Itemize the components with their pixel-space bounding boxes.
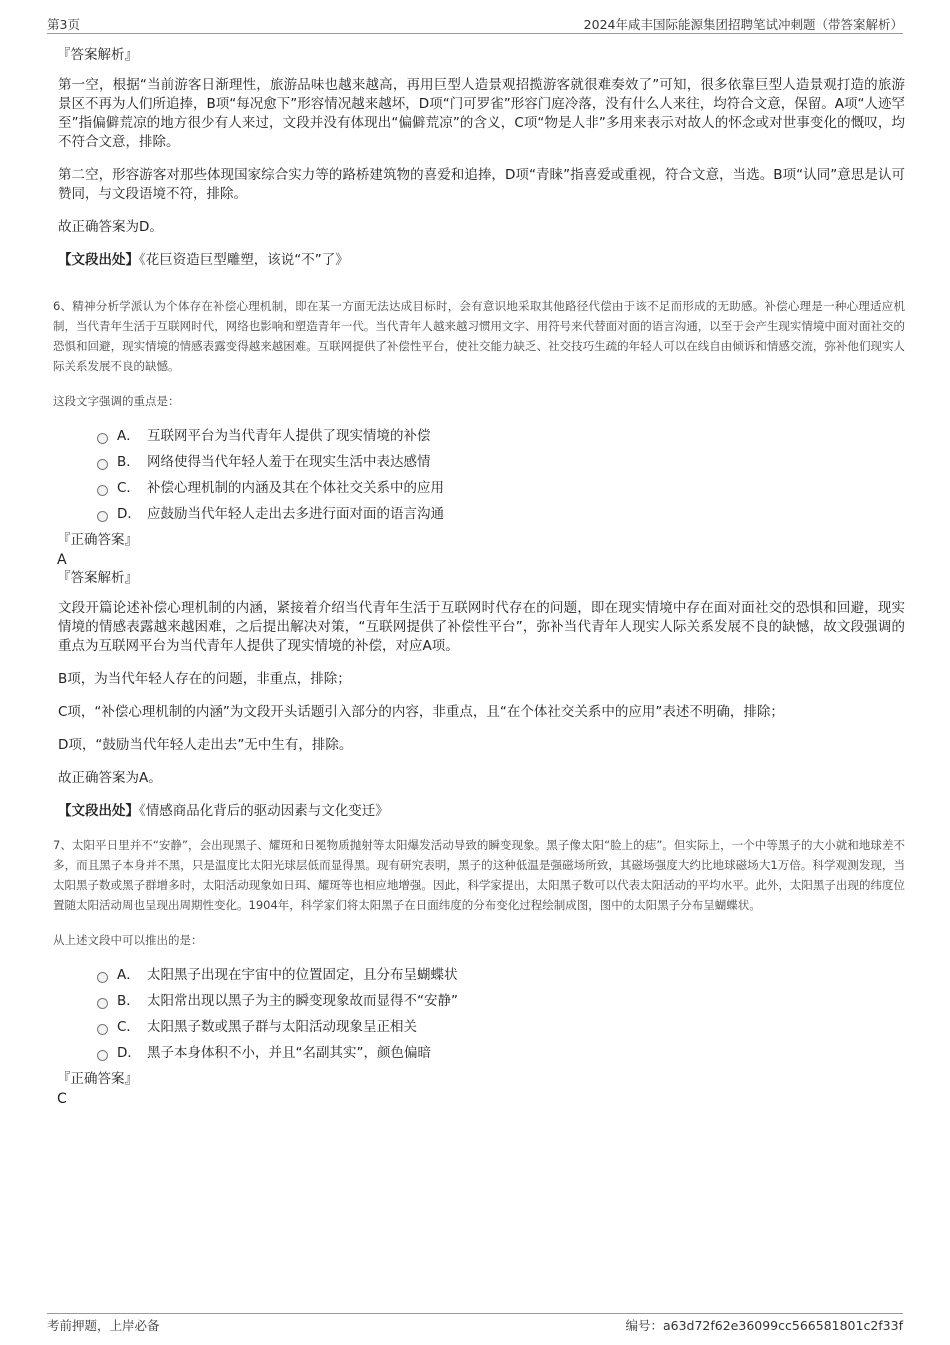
option-b[interactable] [97, 988, 905, 1014]
analysis-label: 『答案解析』 [57, 47, 138, 63]
correct-answer-label: 『正确答案』 [57, 532, 138, 548]
option-letter: B． [117, 993, 140, 1009]
option-text: 应鼓励当代年轻人走出去多进行面对面的语言沟通 [147, 506, 444, 522]
document-id: 编号：a63d72f62e36099cc566581801c2f33f [625, 1318, 903, 1333]
radio-icon[interactable] [97, 1050, 108, 1061]
source-tag: 【文段出处】 [58, 803, 139, 819]
radio-icon[interactable] [97, 485, 108, 496]
analysis-paragraph: C项，“补偿心理机制的内涵”为文段开头话题引入部分的内容，非重点，且“在个体社交关系中的应用”表述不明确，排除； [58, 704, 784, 720]
radio-icon[interactable] [97, 972, 108, 983]
radio-icon[interactable] [97, 511, 108, 522]
analysis-paragraph: 第一空，根据“当前游客日渐理性，旅游品味也越来越高，再用巨型人造景观招揽游客就很难奏效了”可知，很多依靠巨型人造景观打造的旅游景区不再为人们所追捧，B项“每况愈下”形容情况越来越坏，D项“门可罗雀”形容门庭冷落，没有什么人来往，均符合文意，保留。A项“人迹罕至”指偏僻荒凉的地方很少有人来过，文段并没有体现出“偏僻荒凉”的含义，C项“物是人非”多用来表示对故人的怀念或对世事变化的慨叹，均不符合文意，排除。 [58, 77, 905, 150]
option-a[interactable] [97, 423, 905, 449]
question-7-answer [53, 1070, 905, 1108]
question-6-options [97, 423, 905, 527]
question-7-prompt: 从上述文段中可以推出的是： [53, 933, 203, 947]
question-7-stem: 7、太阳平日里并不“安静”，会出现黑子、耀斑和日冕物质抛射等太阳爆发活动导致的瞬变现象。黑子像太阳“脸上的痣”。但实际上，一个中等黑子的大小就和地球差不多，而且黑子本身并不黑，只是温度比太阳光球层低而显得黑。现有研究表明，黑子的这种低温是强磁场所致，其磁场强度大约比地球磁场大1万倍。科学观测发现，当太阳黑子数或黑子群增多时，太阳活动现象如日珥、耀斑等也相应地增强。因此，科学家提出，太阳黑子数可以代表太阳活动的平均水平。此外，太阳黑子出现的纬度位置随太阳活动周也呈现出周期性变化。1904年，科学家们将太阳黑子在日面纬度的分布变化过程绘制成图，图中的太阳黑子分布呈蝴蝶状。 [53, 838, 905, 912]
option-letter: A． [117, 967, 140, 983]
option-a[interactable] [97, 962, 905, 988]
page-number: 第3页 [47, 17, 80, 32]
analysis-paragraph: 文段开篇论述补偿心理机制的内涵，紧接着介绍当代青年生活于互联网时代存在的问题，即在现实情境中存在面对面社交的恐惧和回避，现实情境的情感表露越来越困难，之后提出解决对策，“互联网提供了补偿性平台”，弥补当代青年人现实人际关系发展不良的缺憾，故文段强调的重点为互联网平台为当代青年人提供了现实情境的补偿，对应A项。 [58, 600, 905, 654]
option-letter: D． [117, 1045, 141, 1061]
correct-answer-value: C [57, 1091, 67, 1107]
page-footer [47, 1313, 903, 1334]
option-c[interactable] [97, 1014, 905, 1040]
analysis-paragraph: D项，“鼓励当代年轻人走出去”无中生有，排除。 [58, 737, 353, 753]
option-text: 补偿心理机制的内涵及其在个体社交关系中的应用 [147, 480, 444, 496]
option-c[interactable] [97, 475, 905, 501]
source-title: 《情感商品化背后的驱动因素与文化变迁》 [139, 803, 389, 819]
source-tag: 【文段出处】 [58, 252, 139, 268]
correct-answer-label: 『正确答案』 [57, 1071, 138, 1087]
option-text: 互联网平台为当代青年人提供了现实情境的补偿 [147, 428, 431, 444]
question-6-prompt: 这段文字强调的重点是： [53, 394, 180, 408]
option-letter: B． [117, 454, 140, 470]
question-6-stem: 6、精神分析学派认为个体存在补偿心理机制，即在某一方面无法达成目标时，会有意识地采取其他路径代偿由于该不足而形成的无助感。补偿心理是一种心理适应机制，当代青年生活于互联网时代，网络也影响和塑造青年一代。当代青年人越来越习惯用文字、用符号来代替面对面的语言沟通，以至于会产生现实情境中面对面社交的恐惧和回避，现实情境的情感表露变得越来越困难。互联网提供了补偿性平台，使社交能力缺乏、社交技巧生疏的年轻人可以在线自由倾诉和情感交流，弥补他们现实人际关系发展不良的缺憾。 [53, 299, 905, 373]
page-header [47, 12, 903, 34]
source-citation [58, 802, 905, 821]
source-citation [58, 251, 905, 270]
option-text: 网络使得当代年轻人羞于在现实生活中表达感情 [147, 454, 431, 470]
radio-icon[interactable] [97, 459, 108, 470]
analysis-paragraph: B项，为当代年轻人存在的问题，非重点，排除； [58, 671, 351, 687]
question-6-answer [53, 531, 905, 587]
option-text: 太阳常出现以黑子为主的瞬变现象故而显得不“安静” [147, 993, 458, 1009]
option-letter: A． [117, 428, 140, 444]
page-content [53, 46, 905, 1108]
source-title: 《花巨资造巨型雕塑，该说“不”了》 [139, 252, 349, 268]
option-letter: C． [117, 480, 140, 496]
footer-slogan: 考前押题，上岸必备 [47, 1318, 160, 1333]
option-d[interactable] [97, 501, 905, 527]
question-7-options [97, 962, 905, 1066]
radio-icon[interactable] [97, 433, 108, 444]
correct-answer-value: A [57, 552, 67, 568]
analysis-paragraph: 故正确答案为D。 [58, 219, 163, 235]
option-letter: C． [117, 1019, 140, 1035]
option-text: 太阳黑子出现在宇宙中的位置固定，且分布呈蝴蝶状 [147, 967, 458, 983]
option-text: 黑子本身体积不小，并且“名副其实”，颜色偏暗 [147, 1045, 431, 1061]
radio-icon[interactable] [97, 998, 108, 1009]
analysis-paragraph: 故正确答案为A。 [58, 770, 162, 786]
radio-icon[interactable] [97, 1024, 108, 1035]
analysis-paragraph: 第二空，形容游客对那些体现国家综合实力等的路桥建筑物的喜爱和追捧，D项“青睐”指喜爱或重视，符合文意，当选。B项“认同”意思是认可赞同，与文段语境不符，排除。 [58, 167, 905, 202]
option-text: 太阳黑子数或黑子群与太阳活动现象呈正相关 [147, 1019, 417, 1035]
analysis-label: 『答案解析』 [57, 570, 138, 586]
option-d[interactable] [97, 1040, 905, 1066]
document-title: 2024年咸丰国际能源集团招聘笔试冲刺题（带答案解析） [583, 17, 903, 32]
option-letter: D． [117, 506, 141, 522]
option-b[interactable] [97, 449, 905, 475]
